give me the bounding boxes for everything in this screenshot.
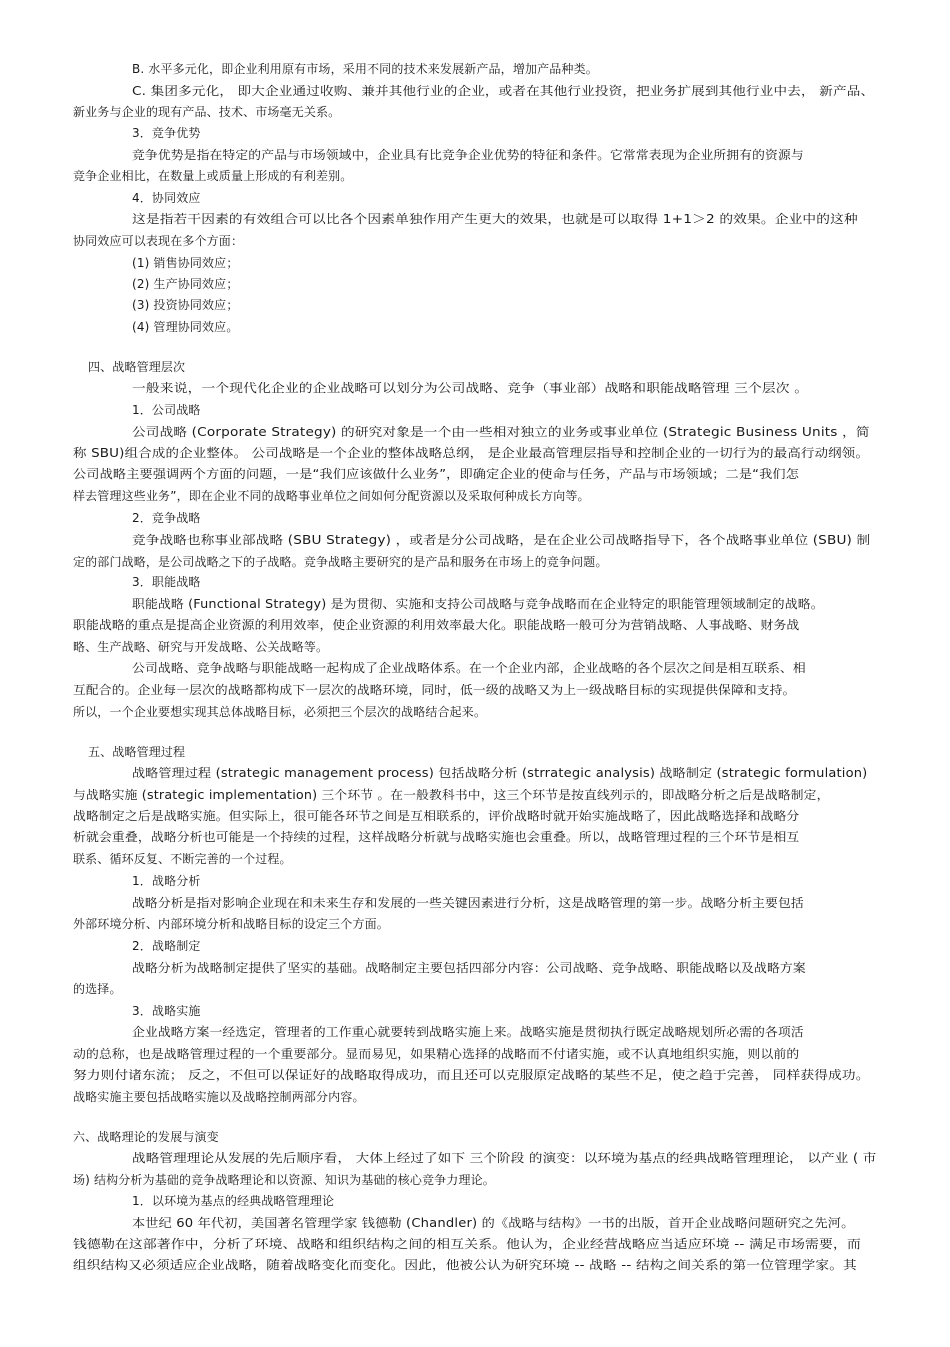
section-heading: 四、战略管理层次 <box>88 360 186 374</box>
subsection-heading: 场) 结构分析为基础的竞争战略理论和以资源、知识为基础的核心竞争力理论。 <box>73 1173 495 1187</box>
text-line: 动的总称，也是战略管理过程的一个重要部分。显而易见，如果精心选择的战略而不付诸实施，或不认真地组织实施，则以前的 <box>73 1047 800 1061</box>
subsection-heading: 联系、循环反复、不断完善的一个过程。 <box>73 852 292 866</box>
text-line: 1．以环境为基点的经典战略管理理论 <box>132 1194 335 1208</box>
text-line: 企业战略方案一经选定，管理者的工作重心就要转到战略实施上来。战略实施是贯彻执行既定战略规划所必需的各项活 <box>132 1025 804 1039</box>
text-line: 公司战略主要强调两个方面的问题，一是“我们应该做什么业务”，即确定企业的使命与任务，产品与市场领域；二是“我们怎 <box>73 467 800 481</box>
text-line: 战略分析是指对影响企业现在和未来生存和发展的一些关键因素进行分析，这是战略管理的第一步。战略分析主要包括 <box>132 896 804 910</box>
text-line: 公司战略 (Corporate Strategy) 的研究对象是一个由一些相对独立的业务或事业单位 (Strategic Business Units ，简 <box>132 425 870 439</box>
text-line: 略、生产战略、研究与开发战略、公关战略等。 <box>73 640 329 654</box>
text-line: 样去管理这些业务”，即在企业不同的战略事业单位之间如何分配资源以及采取何种成长方向等。 <box>73 489 590 503</box>
text-line: 战略管理理论从发展的先后顺序看， 大体上经过了如下 三个阶段 的演变：以环境为基点的经典战略管理理论， 以产业 ( 市 <box>132 1151 877 1165</box>
subsection-heading: 4．协同效应 <box>132 191 201 205</box>
text-line: 竞争优势是指在特定的产品与市场领域中，企业具有比竞争企业优势的特征和条件。它常常表现为企业所拥有的资源与 <box>132 148 804 162</box>
text-line: 竞争企业相比，在数量上或质量上形成的有利差别。 <box>73 169 353 183</box>
text-line: 钱德勒在这部著作中，分析了环境、战略和组织结构之间的相互关系。他认为，企业经营战略应当适应环境 -- 满足市场需要，而 <box>73 1237 861 1251</box>
subsection-heading: 3．竞争优势 <box>132 126 201 140</box>
text-line: 战略制定之后是战略实施。但实际上，很可能各环节之间是互相联系的，评价战略时就开始实施战略了，因此战略选择和战略分 <box>73 809 800 823</box>
subsection-heading: 3．职能战略 <box>132 575 201 589</box>
subsection-heading: 外部环境分析、内部环境分析和战略目标的设定三个方面。 <box>73 917 389 931</box>
text-line: 3．战略实施 <box>132 1004 201 1018</box>
text-line: 定的部门战略，是公司战略之下的子战略。竞争战略主要研究的是产品和服务在市场上的竞争问题。 <box>73 555 608 569</box>
text-line: 1．战略分析 <box>132 874 201 888</box>
text-line: 战略分析为战略制定提供了坚实的基础。战略制定主要包括四部分内容：公司战略、竞争战略、职能战略以及战略方案 <box>132 961 806 975</box>
subsection-heading: 1．公司战略 <box>132 403 201 417</box>
text-line: 职能战略的重点是提高企业资源的利用效率，使企业资源的利用效率最大化。职能战略一般可分为营销战略、人事战略、财务战 <box>73 618 800 632</box>
text-line: 2．战略制定 <box>132 939 201 953</box>
text-line: 协同效应可以表现在多个方面： <box>73 234 244 248</box>
text-line: 一般来说，一个现代化企业的企业战略可以划分为公司战略、竞争（事业部）战略和职能战略管理 三个层次 。 <box>132 381 809 395</box>
text-line: B. 水平多元化，即企业利用原有市场，采用不同的技术来发展新产品，增加产品种类。 <box>132 62 598 76</box>
text-line: (3) 投资协同效应； <box>132 298 239 312</box>
text-line: 新业务与企业的现有产品、技术、市场毫无关系。 <box>73 105 341 119</box>
text-line: 这是指若干因素的有效组合可以比各个因素单独作用产生更大的效果，也就是可以取得 1+1＞2 的效果。企业中的这种 <box>132 212 858 226</box>
text-line: (1) 销售协同效应； <box>132 256 239 270</box>
text-line: (2) 生产协同效应； <box>132 277 239 291</box>
subsection-heading: 的选择。 <box>73 982 122 996</box>
text-line: 所以，一个企业要想实现其总体战略目标，必须把三个层次的战略结合起来。 <box>73 705 487 719</box>
text-line: 六、战略理论的发展与演变 <box>73 1130 219 1144</box>
text-line: (4) 管理协同效应。 <box>132 320 239 334</box>
subsection-heading: 2．竞争战略 <box>132 511 201 525</box>
section-heading: 五、战略管理过程 <box>88 745 186 759</box>
text-line: C. 集团多元化， 即大企业通过收购、兼并其他行业的企业，或者在其他行业投资，把业务扩展到其他行业中去， 新产品、 <box>132 84 875 98</box>
text-line: 战略管理过程 (strategic management process) 包括战略分析 (strrategic analysis) 战略制定 (strategic formulation) <box>132 766 868 780</box>
text-line: 努力则付诸东流； 反之，不但可以保证好的战略取得成功，而且还可以克服原定战略的某些不足，使之趋于完善， 同样获得成功。 <box>73 1068 870 1082</box>
text-line: 组织结构又必须适应企业战略，随着战略变化而变化。因此，他被公认为研究环境 -- 战略 -- 结构之间关系的第一位管理学家。其 <box>73 1258 857 1272</box>
text-line: 本世纪 60 年代初，美国著名管理学家 钱德勒 (Chandler) 的《战略与结构》一书的出版，首开企业战略问题研究之先河。 <box>132 1216 855 1230</box>
text-line: 析就会重叠，战略分析也可能是一个持续的过程，这样战略分析就与战略实施也会重叠。所以，战略管理过程的三个环节是相互 <box>73 830 800 844</box>
text-line: 职能战略 (Functional Strategy) 是为贯彻、实施和支持公司战略与竞争战略而在企业特定的职能管理领域制定的战略。 <box>132 597 824 611</box>
text-line: 公司战略、竞争战略与职能战略一起构成了企业战略体系。在一个企业内部，企业战略的各个层次之间是相互联系、相 <box>132 661 806 675</box>
text-line: 竞争战略也称事业部战略 (SBU Strategy) ，或者是分公司战略，是在企业公司战略指导下，各个战略事业单位 (SBU) 制 <box>132 533 871 547</box>
section-heading: 战略实施主要包括战略实施以及战略控制两部分内容。 <box>73 1090 365 1104</box>
text-line: 与战略实施 (strategic implementation) 三个环节 。在一般教科书中，这三个环节是按直线列示的，即战略分析之后是战略制定， <box>73 788 830 802</box>
text-line: 互配合的。企业每一层次的战略都构成下一层次的战略环境，同时，低一级的战略又为上一级战略目标的实现提供保障和支持。 <box>73 683 796 697</box>
text-line: 称 SBU)组合成的企业整体。 公司战略是一个企业的整体战略总纲， 是企业最高管理层指导和控制企业的一切行为的最高行动纲领。 <box>73 446 870 460</box>
